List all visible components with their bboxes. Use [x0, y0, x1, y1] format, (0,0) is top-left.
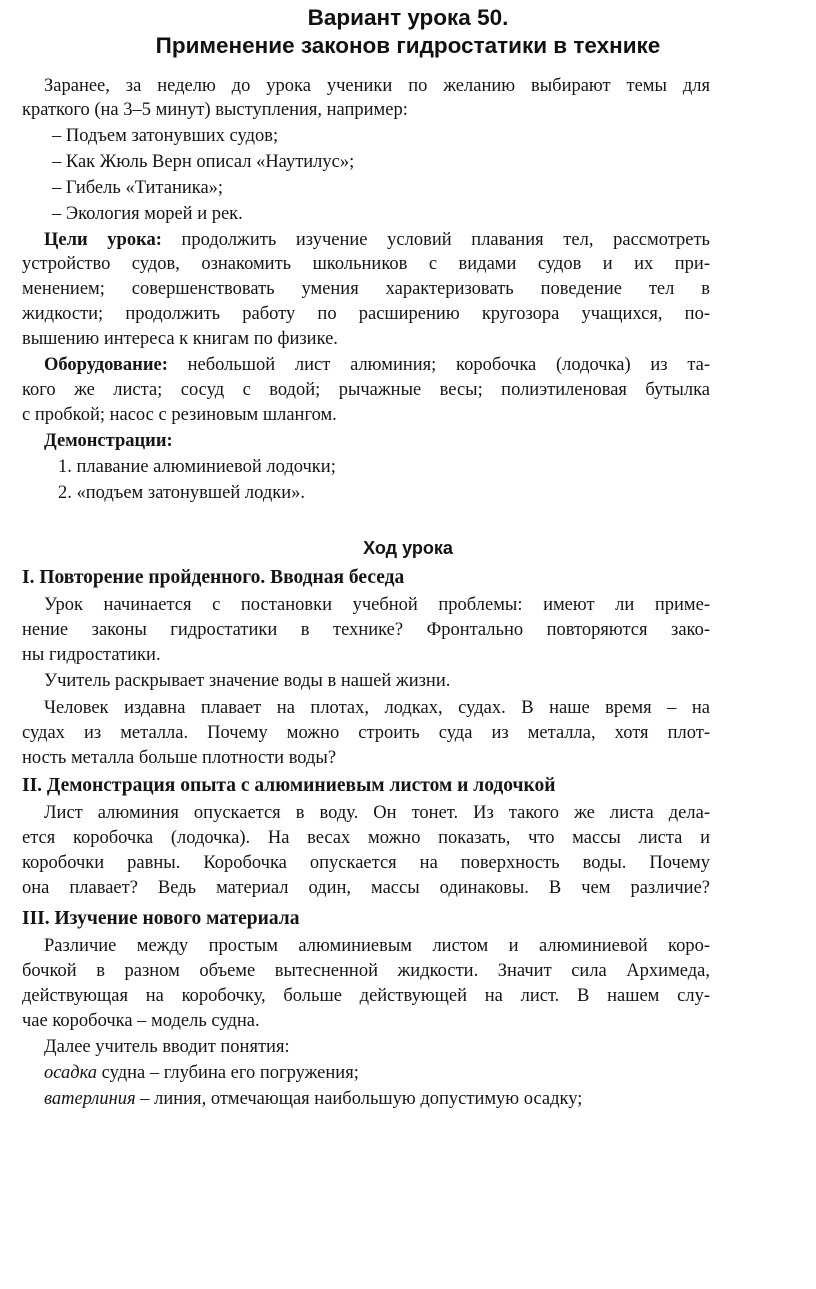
demo-item: 1. плавание алюминиевой лодочки; — [58, 457, 336, 477]
lesson-subtitle: Применение законов гидростатики в технике — [155, 33, 661, 58]
section-text: Человек издавна плавает на плотах, лодках, судах. В наше время – на — [44, 698, 710, 718]
intro-line: краткого (на 3–5 минут) выступления, например: — [22, 100, 408, 120]
section-heading: I. Повторение пройденного. Вводная беседа — [22, 567, 405, 588]
section-text: Различие между простым алюминиевым листом и алюминиевой коро- — [44, 936, 710, 956]
goals-line: Цели урока: продолжить изучение условий плавания тел, рассмотреть — [44, 230, 710, 250]
demo-item: 2. «подъем затонувшей лодки». — [58, 483, 306, 503]
section-text: она плавает? Ведь материал один, массы одинаковы. В чем различие? — [22, 878, 710, 898]
section-text: ность металла больше плотности воды? — [22, 748, 337, 768]
section-text: ны гидростатики. — [22, 645, 161, 665]
goals-line: вышению интереса к книгам по физике. — [22, 329, 338, 349]
lesson-title: Вариант урока 50. — [307, 5, 509, 30]
topic-item: – Гибель «Титаника»; — [52, 178, 224, 198]
section-text: ется коробочка (лодочка). На весах можно показать, что массы листа и — [22, 828, 710, 848]
section-text: коробочки равны. Коробочка опускается на поверхность воды. Почему — [22, 853, 710, 873]
equipment-label: Оборудование: — [44, 355, 168, 375]
goals-line: менением; совершенствовать умения характеризовать поведение тел в — [22, 279, 710, 299]
topic-item: – Экология морей и рек. — [52, 204, 243, 224]
goals-line: жидкости; продолжить работу по расширению кругозора учащихся, по- — [22, 304, 710, 324]
section-text: Учитель раскрывает значение воды в нашей жизни. — [44, 671, 451, 691]
section-text: бочкой в разном объеме вытесненной жидкости. Значит сила Архимеда, — [22, 961, 710, 981]
section-text: действующая на коробочку, больше действующей на лист. В нашем слу- — [22, 986, 710, 1006]
goals-line: устройство судов, ознакомить школьников с видами судов и их при- — [22, 254, 710, 274]
section-text: нение законы гидростатики в технике? Фронтально повторяются зако- — [22, 620, 710, 640]
definition-term: осадка — [44, 1063, 98, 1083]
section-heading: III. Изучение нового материала — [22, 908, 300, 929]
lesson-progress-heading: Ход урока — [363, 538, 453, 558]
section-text: судах из металла. Почему можно строить суда из металла, хотя плот- — [22, 723, 710, 743]
intro-line: Заранее, за неделю до урока ученики по желанию выбирают темы для — [44, 76, 710, 96]
equipment-line: Оборудование: небольшой лист алюминия; коробочка (лодочка) из та- — [44, 355, 710, 375]
goals-label: Цели урока: — [44, 230, 162, 250]
section-text: Далее учитель вводит понятия: — [44, 1037, 290, 1057]
equipment-line: кого же листа; сосуд с водой; рычажные весы; полиэтиленовая бутылка — [22, 380, 710, 400]
definition-term: ватерлиния — [44, 1089, 136, 1109]
definition-line: ватерлиния – линия, отмечающая наибольшую допустимую осадку; — [44, 1089, 583, 1109]
demos-label: Демонстрации: — [44, 431, 173, 451]
section-text: Лист алюминия опускается в воду. Он тонет. Из такого же листа дела- — [44, 803, 710, 823]
definition-line: осадка судна – глубина его погружения; — [44, 1063, 359, 1083]
section-heading: II. Демонстрация опыта с алюминиевым листом и лодочкой — [22, 775, 556, 796]
equipment-line: с пробкой; насос с резиновым шлангом. — [22, 405, 337, 425]
section-text: чае коробочка – модель судна. — [22, 1011, 260, 1031]
topic-item: – Подъем затонувших судов; — [52, 126, 279, 146]
section-text: Урок начинается с постановки учебной проблемы: имеют ли приме- — [44, 595, 710, 615]
topic-item: – Как Жюль Верн описал «Наутилус»; — [52, 152, 355, 172]
